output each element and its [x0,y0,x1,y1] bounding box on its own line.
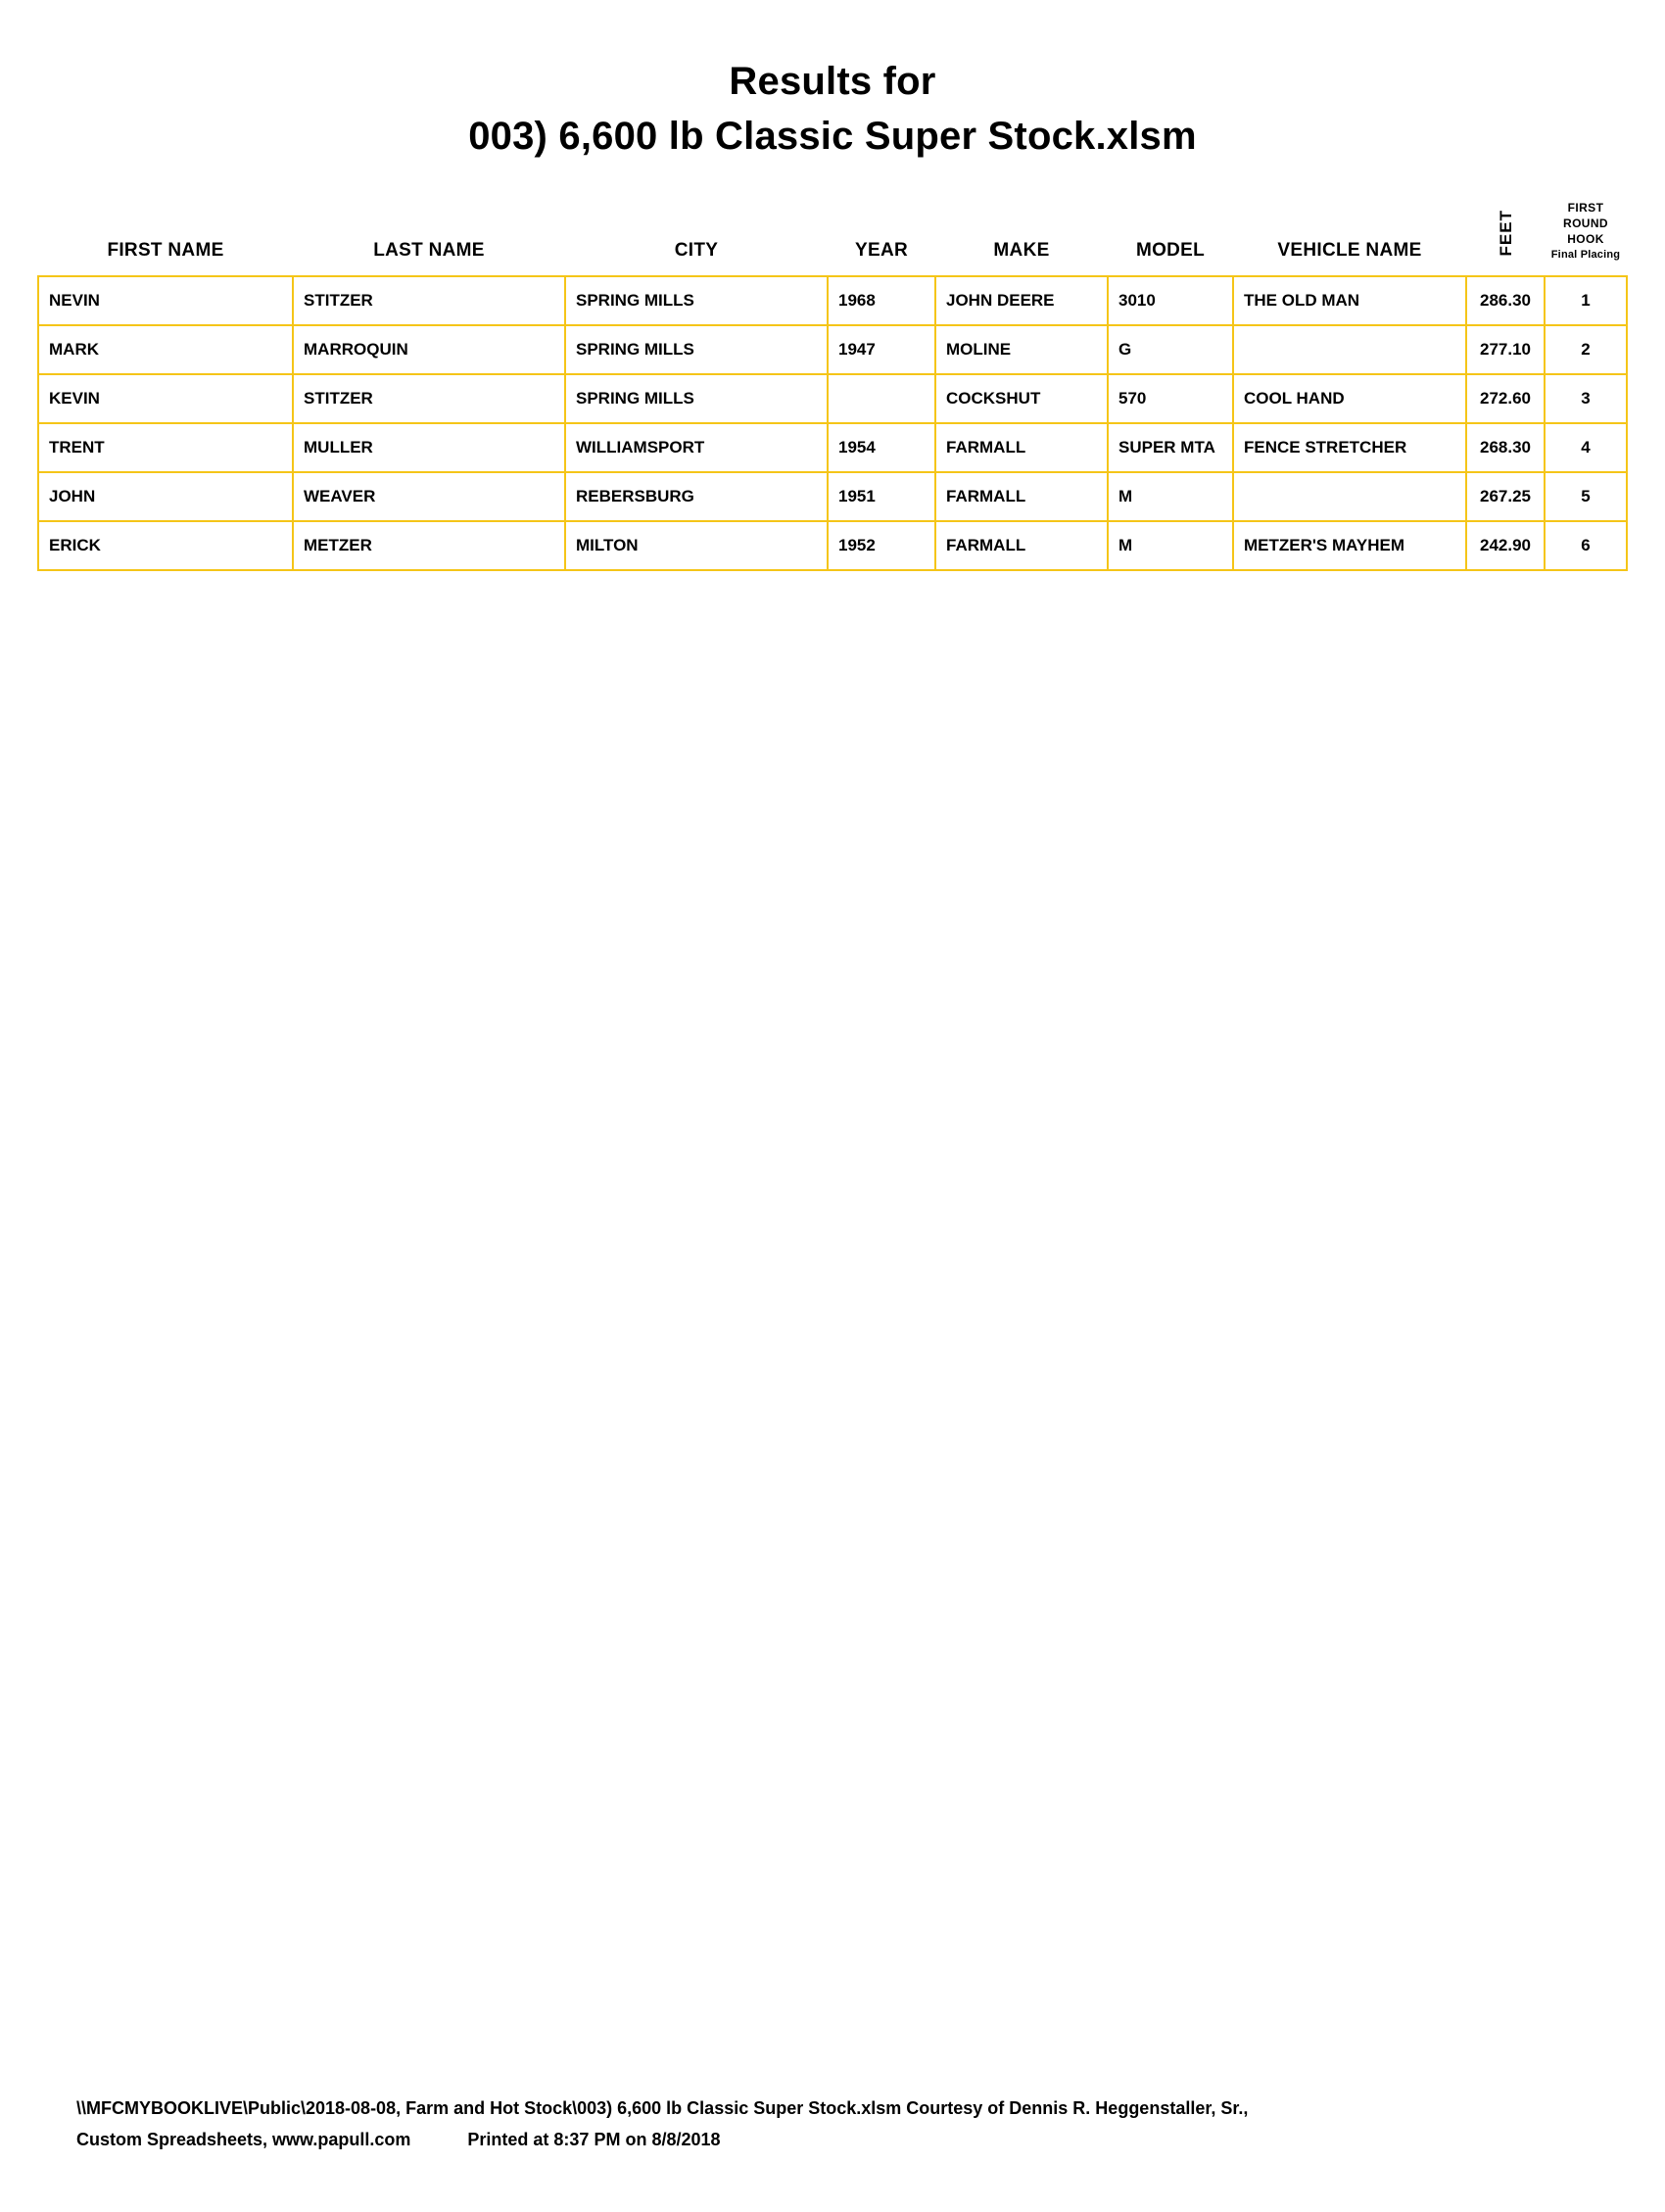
results-table-wrapper [37,200,1628,571]
cell-make: COCKSHUT [935,374,1108,423]
cell-final-placing: 2 [1545,325,1627,374]
placing-header-line-3: Final Placing [1550,248,1621,261]
cell-vehicle-name [1233,472,1466,521]
cell-model: 3010 [1108,276,1233,325]
footer-website: Custom Spreadsheets, www.papull.com [76,2129,411,2149]
table-row [38,521,1627,570]
cell-final-placing: 1 [1545,276,1627,325]
table-row [38,472,1627,521]
cell-city: WILLIAMSPORT [565,423,828,472]
cell-vehicle-name [1233,325,1466,374]
cell-vehicle-name: COOL HAND [1233,374,1466,423]
cell-city: REBERSBURG [565,472,828,521]
cell-feet: 267.25 [1466,472,1545,521]
cell-feet: 242.90 [1466,521,1545,570]
column-header-make: MAKE [993,240,1050,262]
cell-city: SPRING MILLS [565,374,828,423]
cell-final-placing: 6 [1545,521,1627,570]
column-header-city: CITY [674,240,719,262]
cell-year: 1951 [828,472,935,521]
cell-model: 570 [1108,374,1233,423]
cell-first-name: KEVIN [38,374,293,423]
cell-model: G [1108,325,1233,374]
cell-vehicle-name: METZER'S MAYHEM [1233,521,1466,570]
cell-final-placing: 3 [1545,374,1627,423]
cell-feet: 272.60 [1466,374,1545,423]
cell-vehicle-name: THE OLD MAN [1233,276,1466,325]
cell-year: 1968 [828,276,935,325]
cell-first-name: MARK [38,325,293,374]
column-header-model: MODEL [1135,240,1206,262]
cell-make: FARMALL [935,423,1108,472]
document-title [0,57,1665,161]
column-header-final-placing [1545,200,1627,276]
table-row [38,325,1627,374]
cell-make: MOLINE [935,325,1108,374]
footer-credit-line [76,2125,1606,2156]
column-header-last-name: LAST NAME [373,240,485,262]
cell-feet: 268.30 [1466,423,1545,472]
column-header-year: YEAR [855,240,908,262]
column-header-feet-label: FEET [1496,209,1515,257]
cell-city: MILTON [565,521,828,570]
table-header-row [38,200,1627,276]
table-row [38,423,1627,472]
cell-last-name: METZER [293,521,565,570]
cell-year: 1947 [828,325,935,374]
cell-year [828,374,935,423]
cell-make: FARMALL [935,521,1108,570]
cell-last-name: MARROQUIN [293,325,565,374]
cell-last-name: WEAVER [293,472,565,521]
cell-year: 1952 [828,521,935,570]
title-line-1: Results for [729,60,936,103]
cell-year: 1954 [828,423,935,472]
cell-feet: 286.30 [1466,276,1545,325]
cell-first-name: NEVIN [38,276,293,325]
cell-city: SPRING MILLS [565,325,828,374]
cell-make: FARMALL [935,472,1108,521]
placing-header-line-1: FIRST ROUND [1563,201,1608,231]
title-line-2: 003) 6,600 lb Classic Super Stock.xlsm [468,115,1197,158]
column-header-feet [1466,200,1545,276]
cell-last-name: STITZER [293,276,565,325]
footer-path-line: \\MFCMYBOOKLIVE\Public\2018-08-08, Farm and Hot Stock\003) 6,600 lb Classic Super Stock.xlsm Courtesy of Dennis R. Heggenstaller, Sr., [76,2098,1249,2118]
table-row [38,374,1627,423]
column-header-first-name: FIRST NAME [107,240,224,262]
page-footer [76,2093,1606,2155]
cell-make: JOHN DEERE [935,276,1108,325]
document-page [0,57,1665,2212]
cell-model: SUPER MTA [1108,423,1233,472]
cell-final-placing: 5 [1545,472,1627,521]
cell-model: M [1108,521,1233,570]
cell-first-name: ERICK [38,521,293,570]
cell-model: M [1108,472,1233,521]
column-header-vehicle-name: VEHICLE NAME [1277,240,1422,262]
cell-final-placing: 4 [1545,423,1627,472]
placing-header-line-2: HOOK [1567,232,1604,247]
cell-first-name: TRENT [38,423,293,472]
cell-city: SPRING MILLS [565,276,828,325]
cell-last-name: STITZER [293,374,565,423]
table-body [38,276,1627,570]
footer-print-timestamp: Printed at 8:37 PM on 8/8/2018 [467,2129,721,2149]
table-row [38,276,1627,325]
cell-vehicle-name: FENCE STRETCHER [1233,423,1466,472]
cell-last-name: MULLER [293,423,565,472]
results-table [37,200,1628,571]
cell-feet: 277.10 [1466,325,1545,374]
cell-first-name: JOHN [38,472,293,521]
